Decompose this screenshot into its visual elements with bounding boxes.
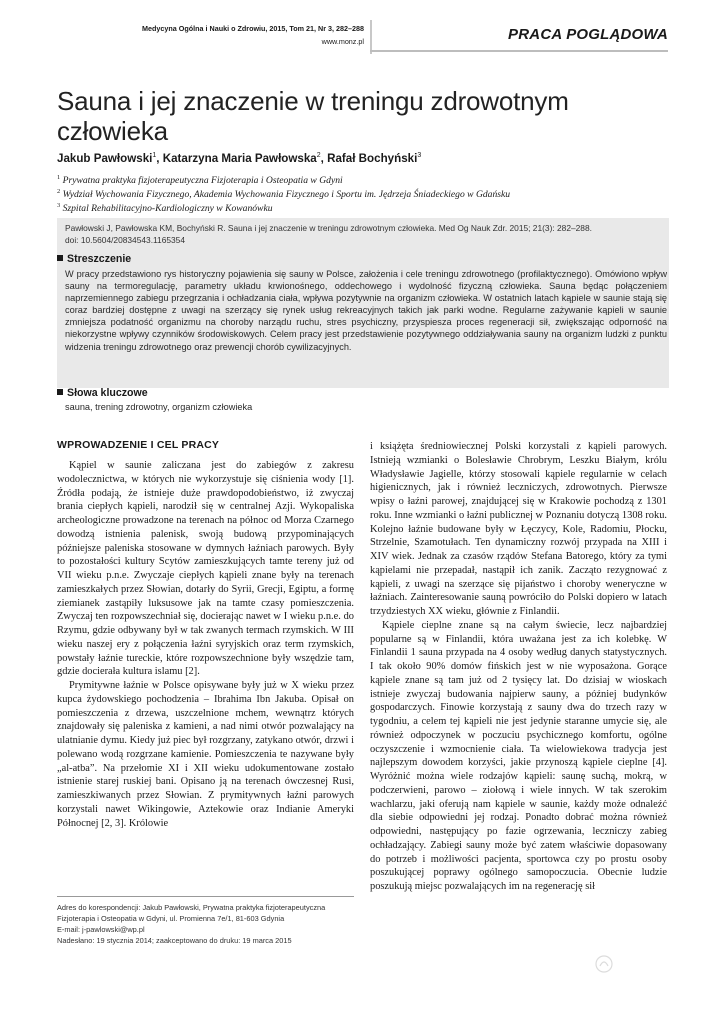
watermark-logo-icon: [594, 954, 614, 974]
square-bullet-icon: [57, 255, 63, 261]
affiliation-marker: 1: [57, 174, 61, 181]
body-paragraph: i książęta średniowiecznej Polski korzystali z kąpieli parowych. Istnieją wzmianki o Bolesławie Chrobrym, Leszku Białym, królu Władysławie Jagielle, którzy stosowali kąpiele regularnie w celach higienicznych, jak i również leczniczych, zdrowotnych. Pierwsze wpisy o łaźni parowej, znajdującej się w Krakowie pochodzą z 1301 roku. Inne wzmianki o łaźni publicznej w Poznaniu dotyczą 1308 roku. Kolejno łaźnie budowane były w Łęczycy, Kole, Radomiu, Płocku, Strzelnie, Szamotułach. Ten dynamiczny rozwój przypada na XIII i XIV wiek. Jednak za czasów rządów Stefana Batorego, który za tymi kąpielami nie przepadał, nastąpił ich zanik. Zacząto rezygnować z kąpieli, z uwagi na szerzące się pijaństwo i choroby weneryczne w łaźniach. Zainteresowanie sauną powróciło do Polski dopiero w latach trzydziestych XX wieku, głównie z Finlandii.: [370, 441, 667, 617]
correspondence-line: Fizjoterapia i Osteopatia w Gdyni, ul. Promienna 7e/1, 81-603 Gdynia: [57, 914, 285, 923]
author-name: Katarzyna Maria Pawłowska: [162, 152, 317, 165]
body-paragraph: Kąpiele cieplne znane są na całym świecie, lecz najbardziej popularne są w Finlandii, która uważana jest za ich kolebkę. W Finlandii 1 sauna przypada na 4 osoby według danych statystycznych. I tak około 90% domów fińskich jest w nie wyposażona. Gorące kąpiele znane są tam już od 2 tysięcy lat. Do dzisiaj w wioskach istnieje zwyczaj budowania najpierw sauny, a później budynków gospodarczych. Finowie korzystają z sauny dwa do trzech razy w tygodniu, a celem tej kąpieli nie jest jedynie staranne umycie się, ale również odpoczynek w poczuciu psychicznego komfortu, ogólne oczyszczenie i wzmocnienie ciała. Ta wielowiekowa tradycja jest najlepszym dowodem korzyści, jakie przynoszą kąpiele cieplne [4]. Wyróżnić można wiele rodzajów kąpieli: saunę suchą, mokrą, w podczerwieni, parowo – ziołową i wiele innych. W tak szerokim wachlarzu, jaki oferują nam kąpiele w saunie, każdy może odnaleźć dla siebie odpowiedni jej rodzaj. Ponadto dobrać można również odpowiedni, następujący po fazie ogrzewania, leczniczy zabieg ochładzający. Zabiegi sauny może być zatem właściwie dopasowany do potrzeb i możliwości pacjenta, sportowca czy po prostu osoby poszukującej poprawy ogólnego samopoczucia. Obecnie ludzie poszukują miejsc pozwalających im na regenerację sił: [370, 619, 667, 892]
author-name: Rafał Bochyński: [327, 152, 418, 165]
citation: [65, 222, 665, 246]
article-type: PRACA POGLĄDOWA: [508, 26, 668, 43]
footer-rule: [57, 896, 354, 897]
keywords-heading: [57, 387, 148, 399]
affiliation: [57, 202, 697, 214]
correspondence-line: Adres do korespondencji: Jakub Pawłowski, Prywatna praktyka fizjoterapeutyczna: [57, 903, 326, 912]
affiliation-text: Szpital Rehabilitacyjno-Kardiologiczny w Kowanówku: [62, 203, 273, 215]
author-affiliation-marker: 2: [316, 152, 321, 160]
header-rule: [370, 50, 668, 52]
abstract-heading-label: Streszczenie: [67, 253, 132, 265]
affiliation-marker: 2: [57, 188, 61, 195]
author-list: Jakub Pawłowski$^1$, Katarzyna Maria Pawłowska$^2$, Rafał Bochyński$^3$: [57, 152, 422, 165]
correspondence-email[interactable]: E-mail: j-pawlowski@wp.pl: [57, 925, 145, 934]
author-affiliation-marker: 1: [152, 152, 157, 160]
body-column-left: [57, 459, 354, 830]
body-paragraph: Prymitywne łaźnie w Polsce opisywane były już w X wieku przez kupca żydowskiego pochodzenia – Ibrahima Ibn Jakuba. Opisał on pomieszczenia z drzewa, uszczelnione mchem, wewnątrz których znajdowały się paleniska z kamieni, a nad nimi otwór pozwalający na ulatnianie dymu. Kiedy już piec był rozgrzany, zatykano otwór, drzwi i polewano wodą rozgrzane kamienie. Pomieszczenia te nazywane były „al-atba”. Na przełomie XI i XII wieku udokumentowane zostało istnienie starej ruskiej bani. Opisano ją na terenach ówczesnej Rusi, zamieszkiwanych przez Słowian. Z prymitywnych łaźni parowych korzystali nawet Wikingowie, Aztekowie oraz Indianie Ameryki Północnej [2, 3]. Królowie: [57, 680, 354, 829]
journal-citation: Medycyna Ogólna i Nauki o Zdrowiu, 2015, Tom 21, Nr 3, 282–288: [142, 24, 364, 33]
affiliation-marker: 3: [57, 202, 61, 209]
affiliation-text: Wydział Wychowania Fizycznego, Akademia Wychowania Fizycznego i Sportu im. Jędrzeja Śniadeckiego w Gdańsku: [62, 189, 511, 201]
square-bullet-icon: [57, 389, 63, 395]
journal-url[interactable]: www.monz.pl: [321, 37, 364, 46]
abstract-heading: [57, 253, 131, 265]
section-heading: WPROWADZENIE I CEL PRACY: [57, 439, 220, 451]
article-title: Sauna i jej znaczenie w treningu zdrowotnym człowieka: [57, 86, 569, 146]
correspondence-footer: [57, 902, 354, 946]
header-divider: [370, 20, 372, 54]
affiliation: [57, 174, 697, 186]
citation-doi[interactable]: doi: 10.5604/20834543.1165354: [65, 235, 186, 245]
abstract-text: W pracy przedstawiono rys historyczny pojawienia się sauny w Polsce, założenia i cele treningu zdrowotnego (profilaktycznego). Omówiono wpływ sauny na termoregulację, parametry układu krwionośnego, oddechowego i wydolność fizyczną człowieka. Sauna będąc połączeniem naprzemiennego zabiegu przegrzania i ochładzania ciała, wpływa pozytywnie na organizm człowieka. W ostatnich latach kąpiele w saunie stają się coraz bardziej dostępne z uwagi na szerzący się rynek usług rekreacyjnych takich jak parki wodne. Regularne zażywanie kąpieli w saunie zmniejsza podatność organizmu na choroby narządu ruchu, stres psychiczny, przyspiesza proces regeneracji sił, zwiększając odporność na niekorzystne wpływy czynników środowiskowych. Celem pracy jest przedstawienie pozytywnego oddziaływania sauny na organizm ludzki z punktu widzenia treningu zdrowotnego oraz prewencji chorób cywilizacyjnych.: [65, 269, 667, 352]
keywords-text: sauna, trening zdrowotny, organizm człowieka: [65, 402, 253, 412]
keywords-heading-label: Słowa kluczowe: [67, 387, 148, 399]
affiliation-text: Prywatna praktyka fizjoterapeutyczna Fizjoterapia i Osteopatia w Gdyni: [62, 175, 343, 187]
citation-reference: Pawłowski J, Pawłowska KM, Bochyński R. Sauna i jej znaczenie w treningu zdrowotnym człowieka. Med Og Nauk Zdr. 2015; 21(3): 282–288.: [65, 223, 592, 233]
body-paragraph: Kąpiel w saunie zaliczana jest do zabiegów z zakresu wodolecznictwa, w których nie wykorzystuje się ciśnienia wody [1]. Źródła podają, że istnieje duże prawdopodobieństwo, iż zwyczaj brania ciepłych kąpieli, narodził się w centralnej Azji. Wykopaliska archeologiczne prowadzone na terenach na północ od Morza Czarnego dowodzą istnienia palenisk, swoją budową przypominających późniejsze paleniska stosowane w dymnych łaźniach parowych. Były to pozostałości kultury Scytów zamieszkujących tamte tereny już od VII wieku p.n.e. Zwyczaje ciepłych kąpieli znane były na terenach zamieszkałych przez Słowian, dotarły do Syrii, Grecji, Egiptu, a formę ziemianek zastąpiły luksusowe jak na tamte czasy pomieszczenia. Zwyczaj ten rozpowszechniał się, docierając nawet w I wieku p.n.e. do Rzymu, gdzie odbywany był w tak zwanych termach rzymskich. W III wieku naszej ery z połączenia łaźni syryjskich oraz term rzymskich, powstały łaźnie tureckie, które rozpowszechnione były wszędzie tam, gdzie docierała kultura islamu [2].: [57, 460, 354, 678]
submission-dates: Nadesłano: 19 stycznia 2014; zaakceptowano do druku: 19 marca 2015: [57, 936, 292, 945]
author-affiliation-marker: 3: [417, 152, 422, 160]
author-name: Jakub Pawłowski: [57, 152, 153, 165]
body-column-right: [370, 440, 667, 894]
affiliation: [57, 188, 697, 200]
